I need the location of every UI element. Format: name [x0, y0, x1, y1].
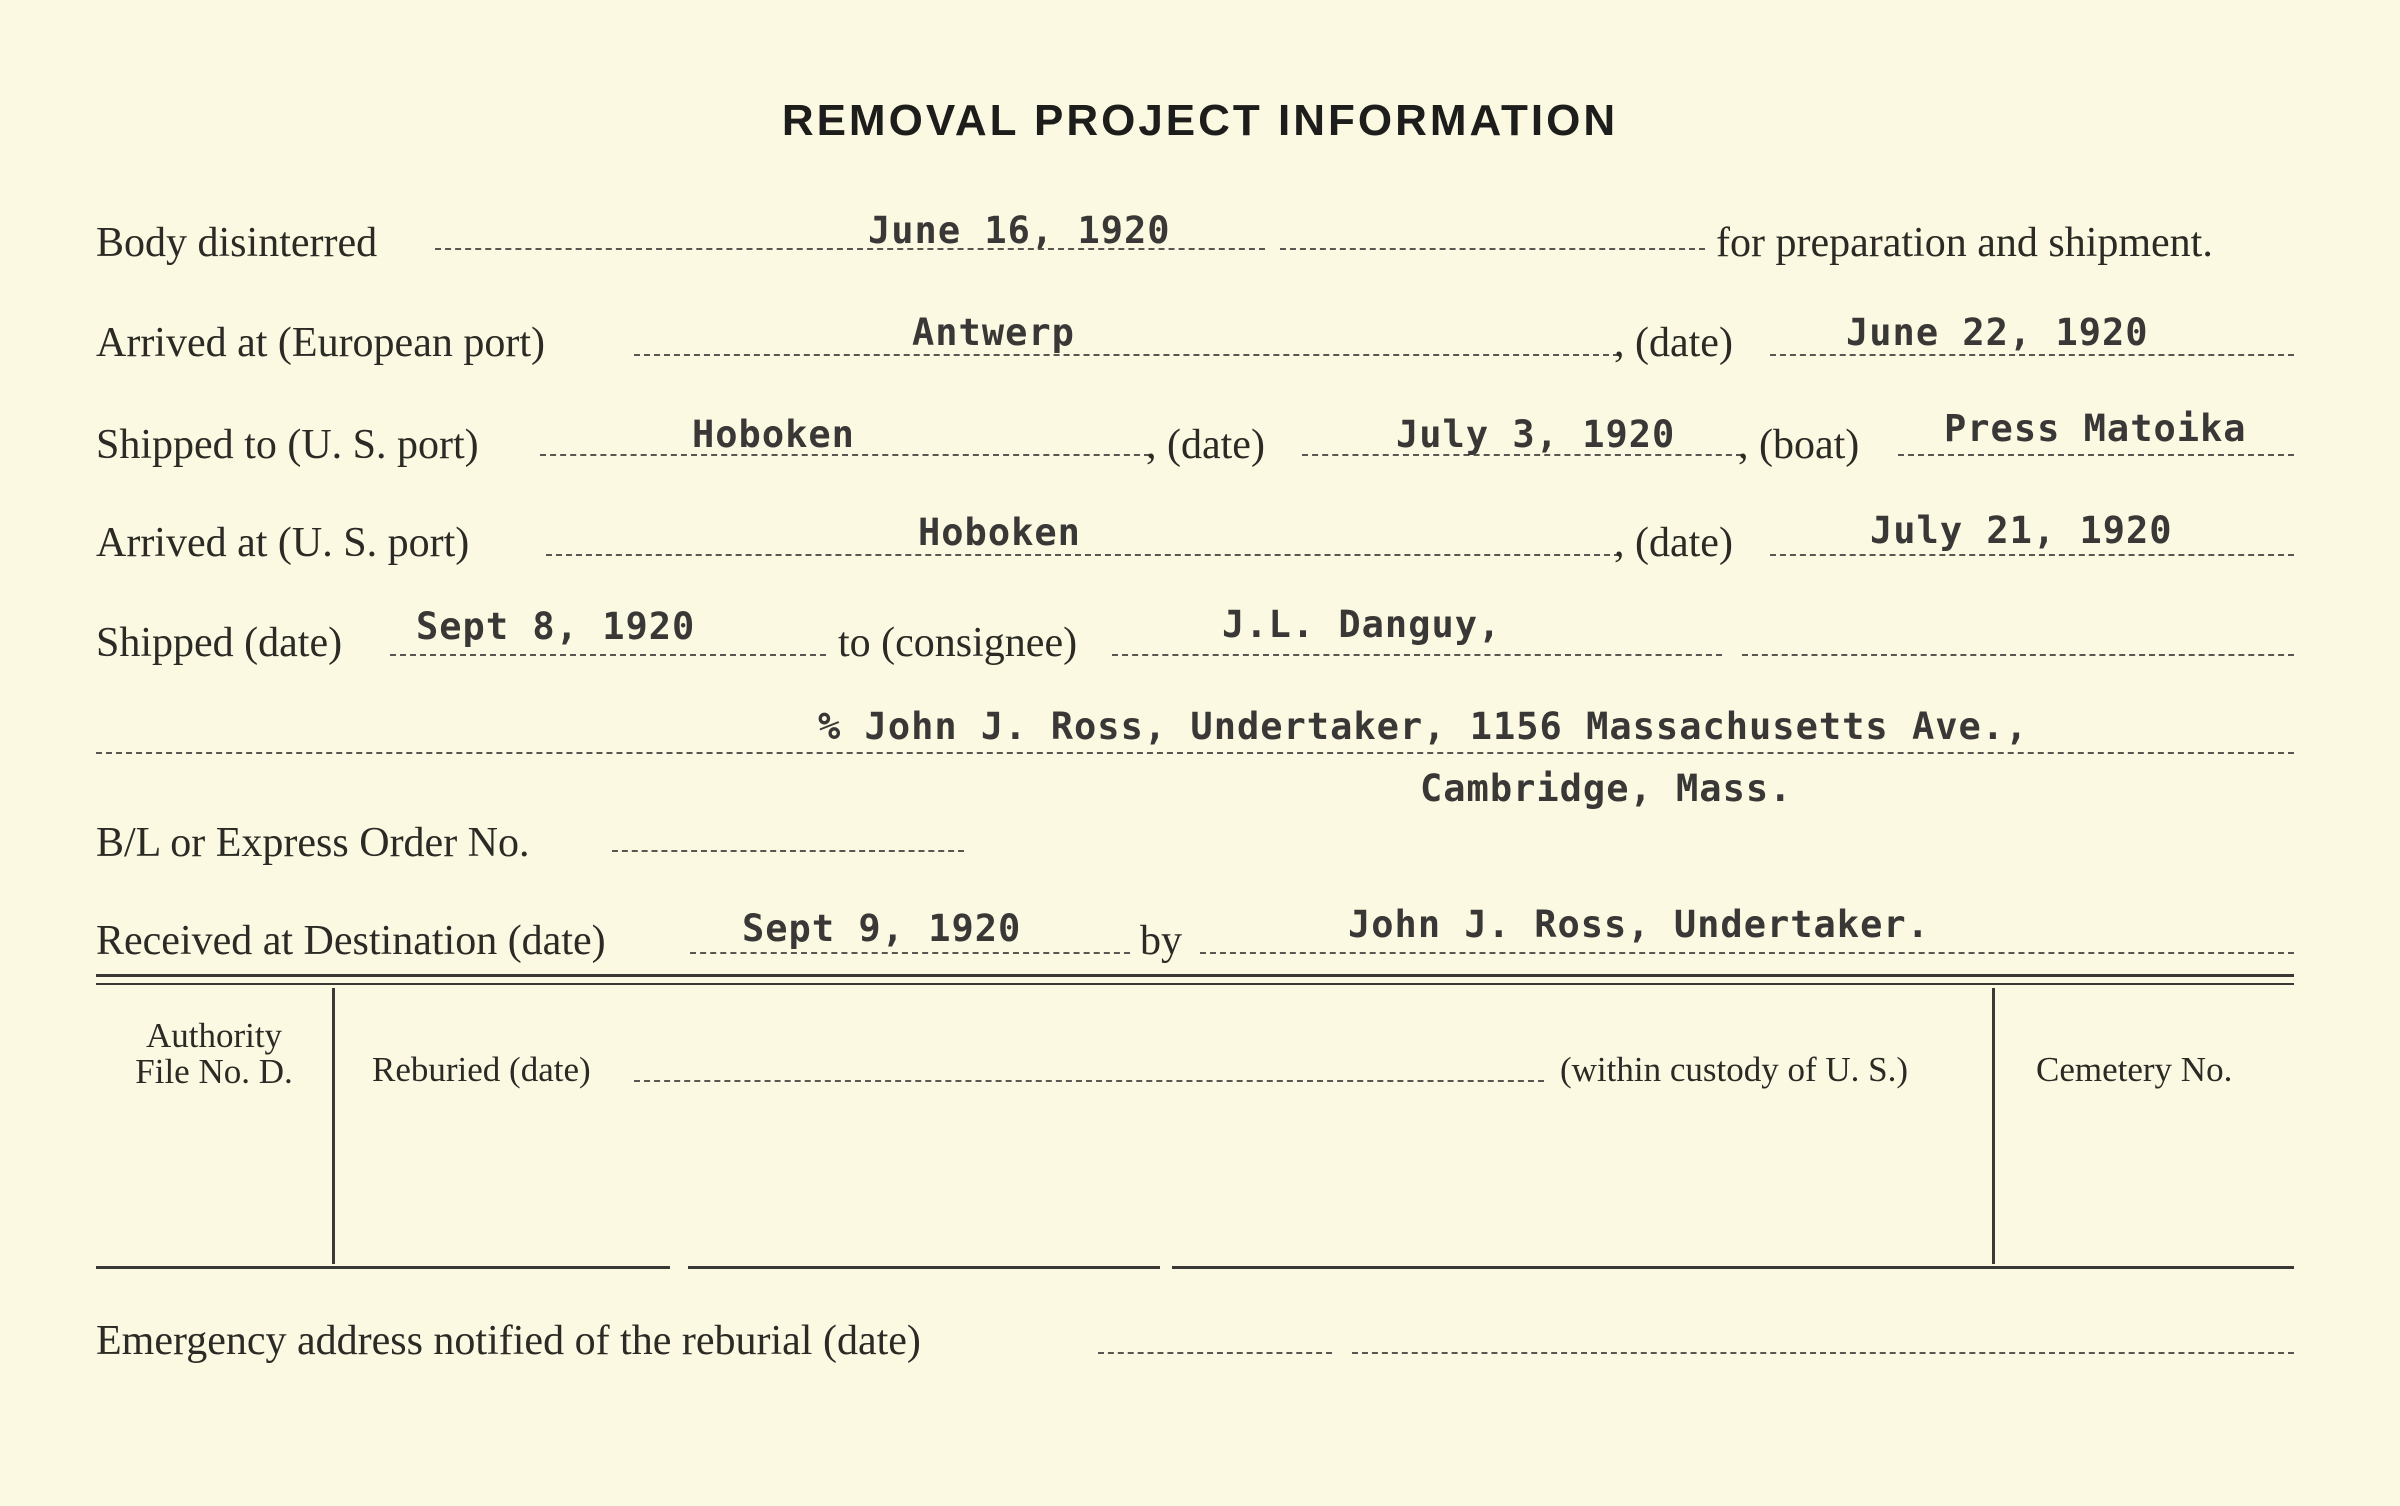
bl-express-line: [612, 850, 964, 852]
shipped-date-label: Shipped (date): [96, 620, 343, 666]
shipped-date-line: [390, 654, 826, 656]
by-value: John J. Ross, Undertaker.: [1348, 903, 1930, 946]
card-title: REMOVAL PROJECT INFORMATION: [781, 96, 1619, 145]
shipped-date-value: Sept 8, 1920: [416, 605, 696, 648]
received-destination-value: Sept 9, 1920: [742, 907, 1022, 950]
reburied-label: Reburied (date): [372, 1050, 591, 1089]
body-disinterred-label: Body disinterred: [96, 220, 378, 266]
european-port-date-value: June 22, 1920: [1846, 311, 2149, 354]
address-line: [96, 752, 2294, 754]
file-no-label: File No. D.: [135, 1052, 293, 1091]
us-port-arrived-date-label: , (date): [1614, 520, 1733, 566]
bl-express-label: B/L or Express Order No.: [96, 820, 530, 866]
consignee-value: J.L. Danguy,: [1222, 603, 1502, 646]
address-line-2: Cambridge, Mass.: [1420, 767, 1793, 810]
box-bottom-rule-3: [1172, 1266, 2294, 1269]
emergency-line: [1098, 1352, 1332, 1354]
consignee-line: [1112, 654, 1722, 656]
us-port-arrived-date-value: July 21, 1920: [1870, 509, 2173, 552]
boat-value: Press Matoika: [1944, 407, 2247, 450]
box-divider-left: [332, 988, 335, 1264]
european-port-label: Arrived at (European port): [96, 320, 545, 366]
box-top-rule: [96, 974, 2294, 977]
european-port-line: [634, 354, 1619, 356]
us-port-arrived-label: Arrived at (U. S. port): [96, 520, 470, 566]
boat-line: [1898, 454, 2294, 456]
received-destination-label: Received at Destination (date): [96, 918, 606, 964]
authority-label: Authority: [145, 1016, 283, 1055]
received-destination-line: [690, 952, 1130, 954]
box-divider-right: [1992, 988, 1995, 1264]
us-port-shipped-date-value: July 3, 1920: [1396, 413, 1676, 456]
box-top-rule-2: [96, 983, 2294, 985]
european-port-date-line: [1770, 354, 2294, 356]
consignee-line-2: [1742, 654, 2294, 656]
european-port-date-label: , (date): [1614, 320, 1733, 366]
body-disinterred-line-2: [1280, 248, 1705, 250]
us-port-shipped-value: Hoboken: [692, 413, 855, 456]
us-port-arrived-date-line: [1770, 554, 2294, 556]
boat-label: , (boat): [1738, 422, 1860, 468]
cemetery-label: Cemetery No.: [2036, 1050, 2233, 1089]
by-line: [1200, 952, 2294, 954]
us-port-shipped-label: Shipped to (U. S. port): [96, 422, 479, 468]
emergency-label: Emergency address notified of the reburial (date): [96, 1318, 921, 1364]
preparation-shipment-text: for preparation and shipment.: [1716, 220, 2213, 266]
by-label: by: [1140, 918, 1182, 964]
address-line-1: % John J. Ross, Undertaker, 1156 Massachusetts Ave.,: [818, 705, 2029, 748]
emergency-line-2: [1352, 1352, 2294, 1354]
us-port-arrived-value: Hoboken: [918, 511, 1081, 554]
reburied-line: [634, 1080, 1544, 1082]
box-bottom-rule-1: [96, 1266, 670, 1269]
us-port-arrived-line: [546, 554, 1620, 556]
consignee-label: to (consignee): [838, 620, 1078, 666]
us-port-shipped-date-label: , (date): [1146, 422, 1265, 468]
box-bottom-rule-2: [688, 1266, 1160, 1269]
european-port-value: Antwerp: [912, 311, 1075, 354]
custody-label: (within custody of U. S.): [1560, 1050, 1909, 1089]
body-disinterred-value: June 16, 1920: [868, 209, 1171, 252]
